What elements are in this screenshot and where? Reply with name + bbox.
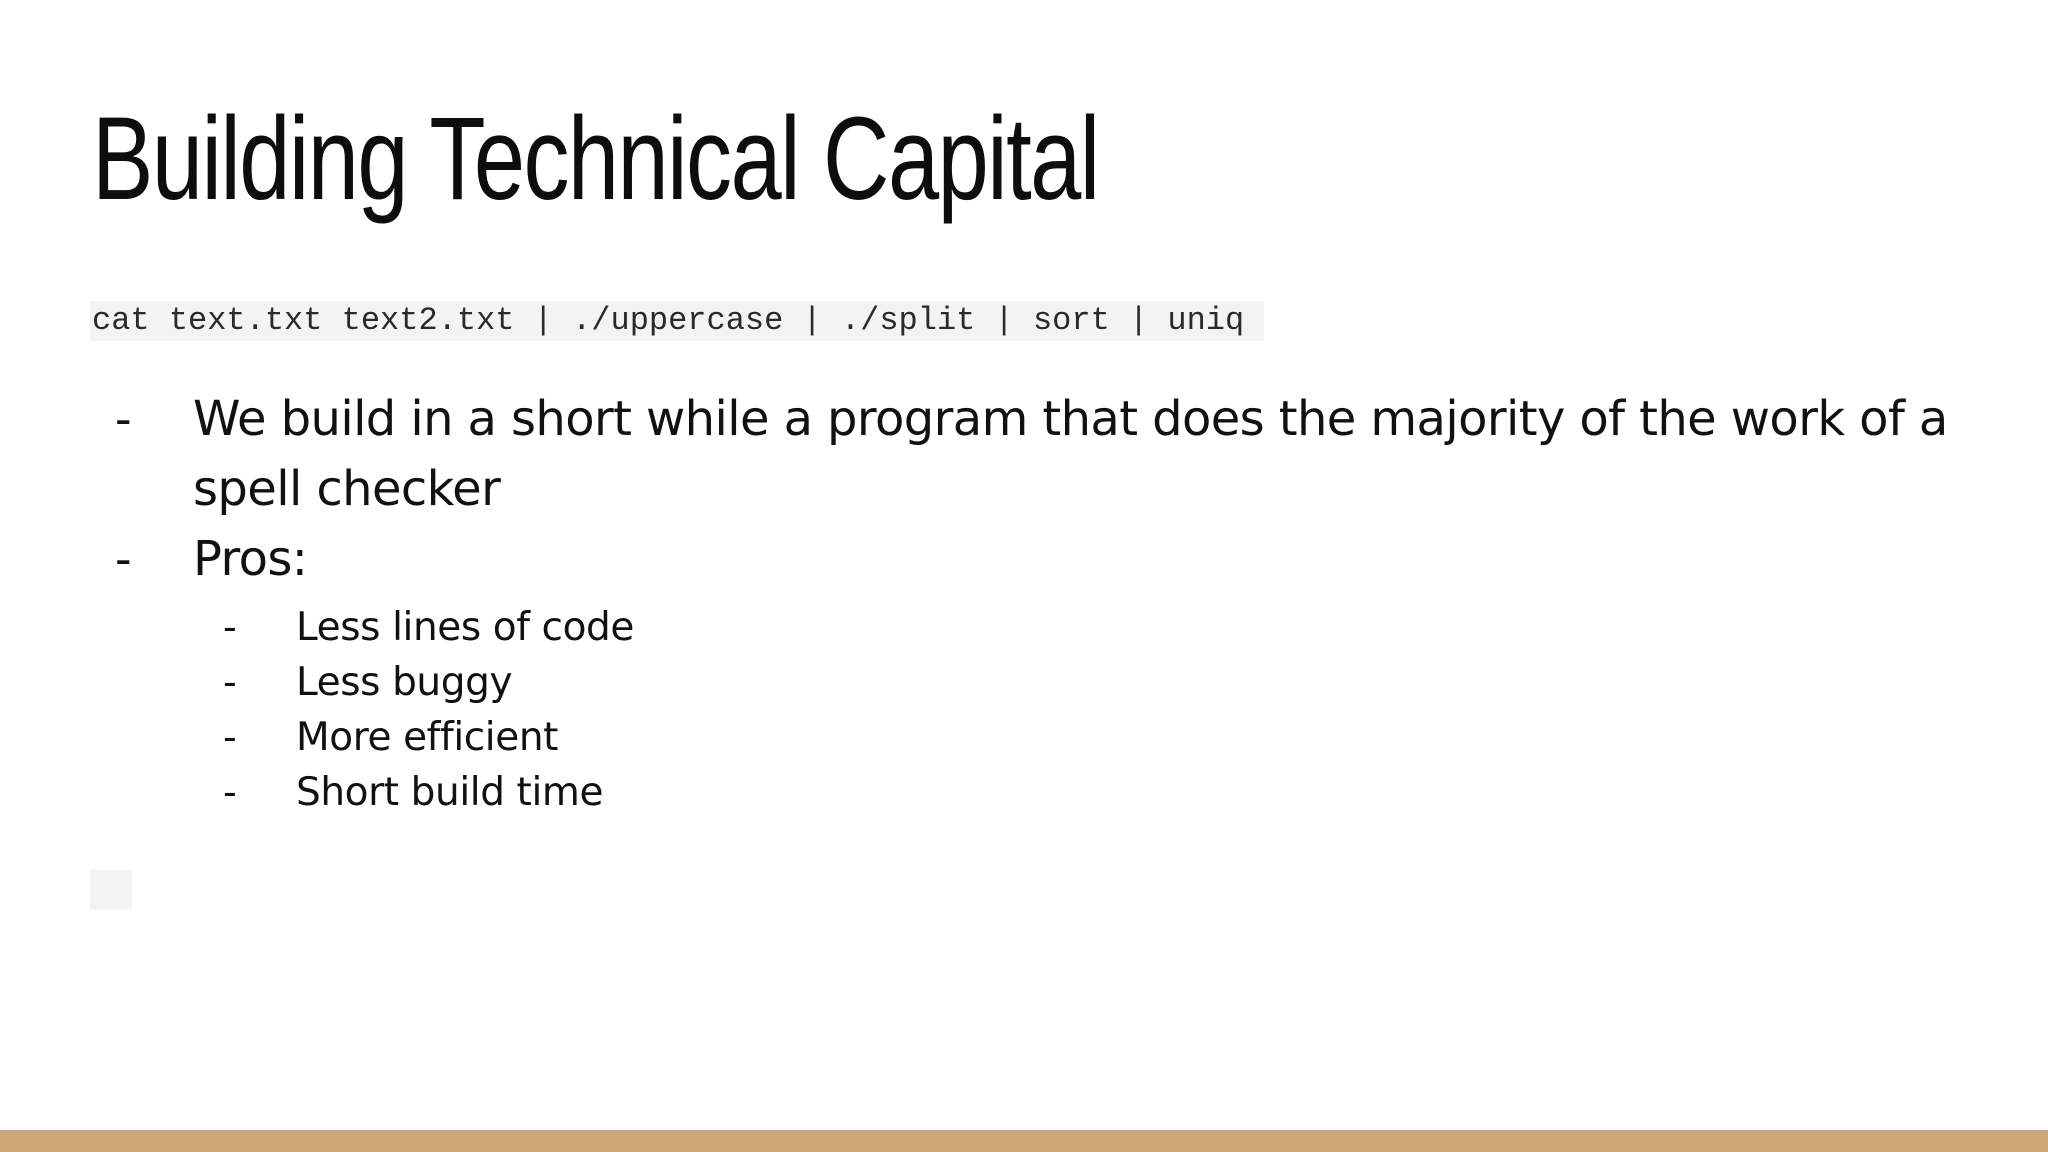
bullet-list xyxy=(0,384,2048,820)
empty-code-block xyxy=(90,870,132,910)
sub-bullet-dash: - xyxy=(223,715,237,759)
sub-bullet-text: Less buggy xyxy=(296,660,513,705)
slide-title: Building Technical Capital xyxy=(92,93,1099,225)
bullet-item xyxy=(0,524,2048,820)
bullet-dash: - xyxy=(115,392,132,446)
sub-bullet-text: Short build time xyxy=(296,770,604,815)
sub-bullet-item xyxy=(0,655,2048,710)
sub-bullet-dash: - xyxy=(223,770,237,814)
sub-bullet-list xyxy=(0,600,2048,820)
sub-bullet-item xyxy=(0,600,2048,655)
sub-bullet-item xyxy=(0,710,2048,765)
sub-bullet-dash: - xyxy=(223,605,237,649)
sub-bullet-text: More efficient xyxy=(296,715,559,760)
sub-bullet-item xyxy=(0,765,2048,820)
bullet-text: We build in a short while a program that does the majority of the work of a spell checker xyxy=(193,391,1948,517)
bullet-item xyxy=(0,384,2048,524)
code-snippet: cat text.txt text2.txt | ./uppercase | ./split | sort | uniq xyxy=(90,301,1264,341)
bullet-text: Pros: xyxy=(193,531,308,587)
accent-footer-bar xyxy=(0,1130,2048,1152)
sub-bullet-dash: - xyxy=(223,660,237,704)
sub-bullet-text: Less lines of code xyxy=(296,605,635,650)
bullet-dash: - xyxy=(115,532,132,586)
